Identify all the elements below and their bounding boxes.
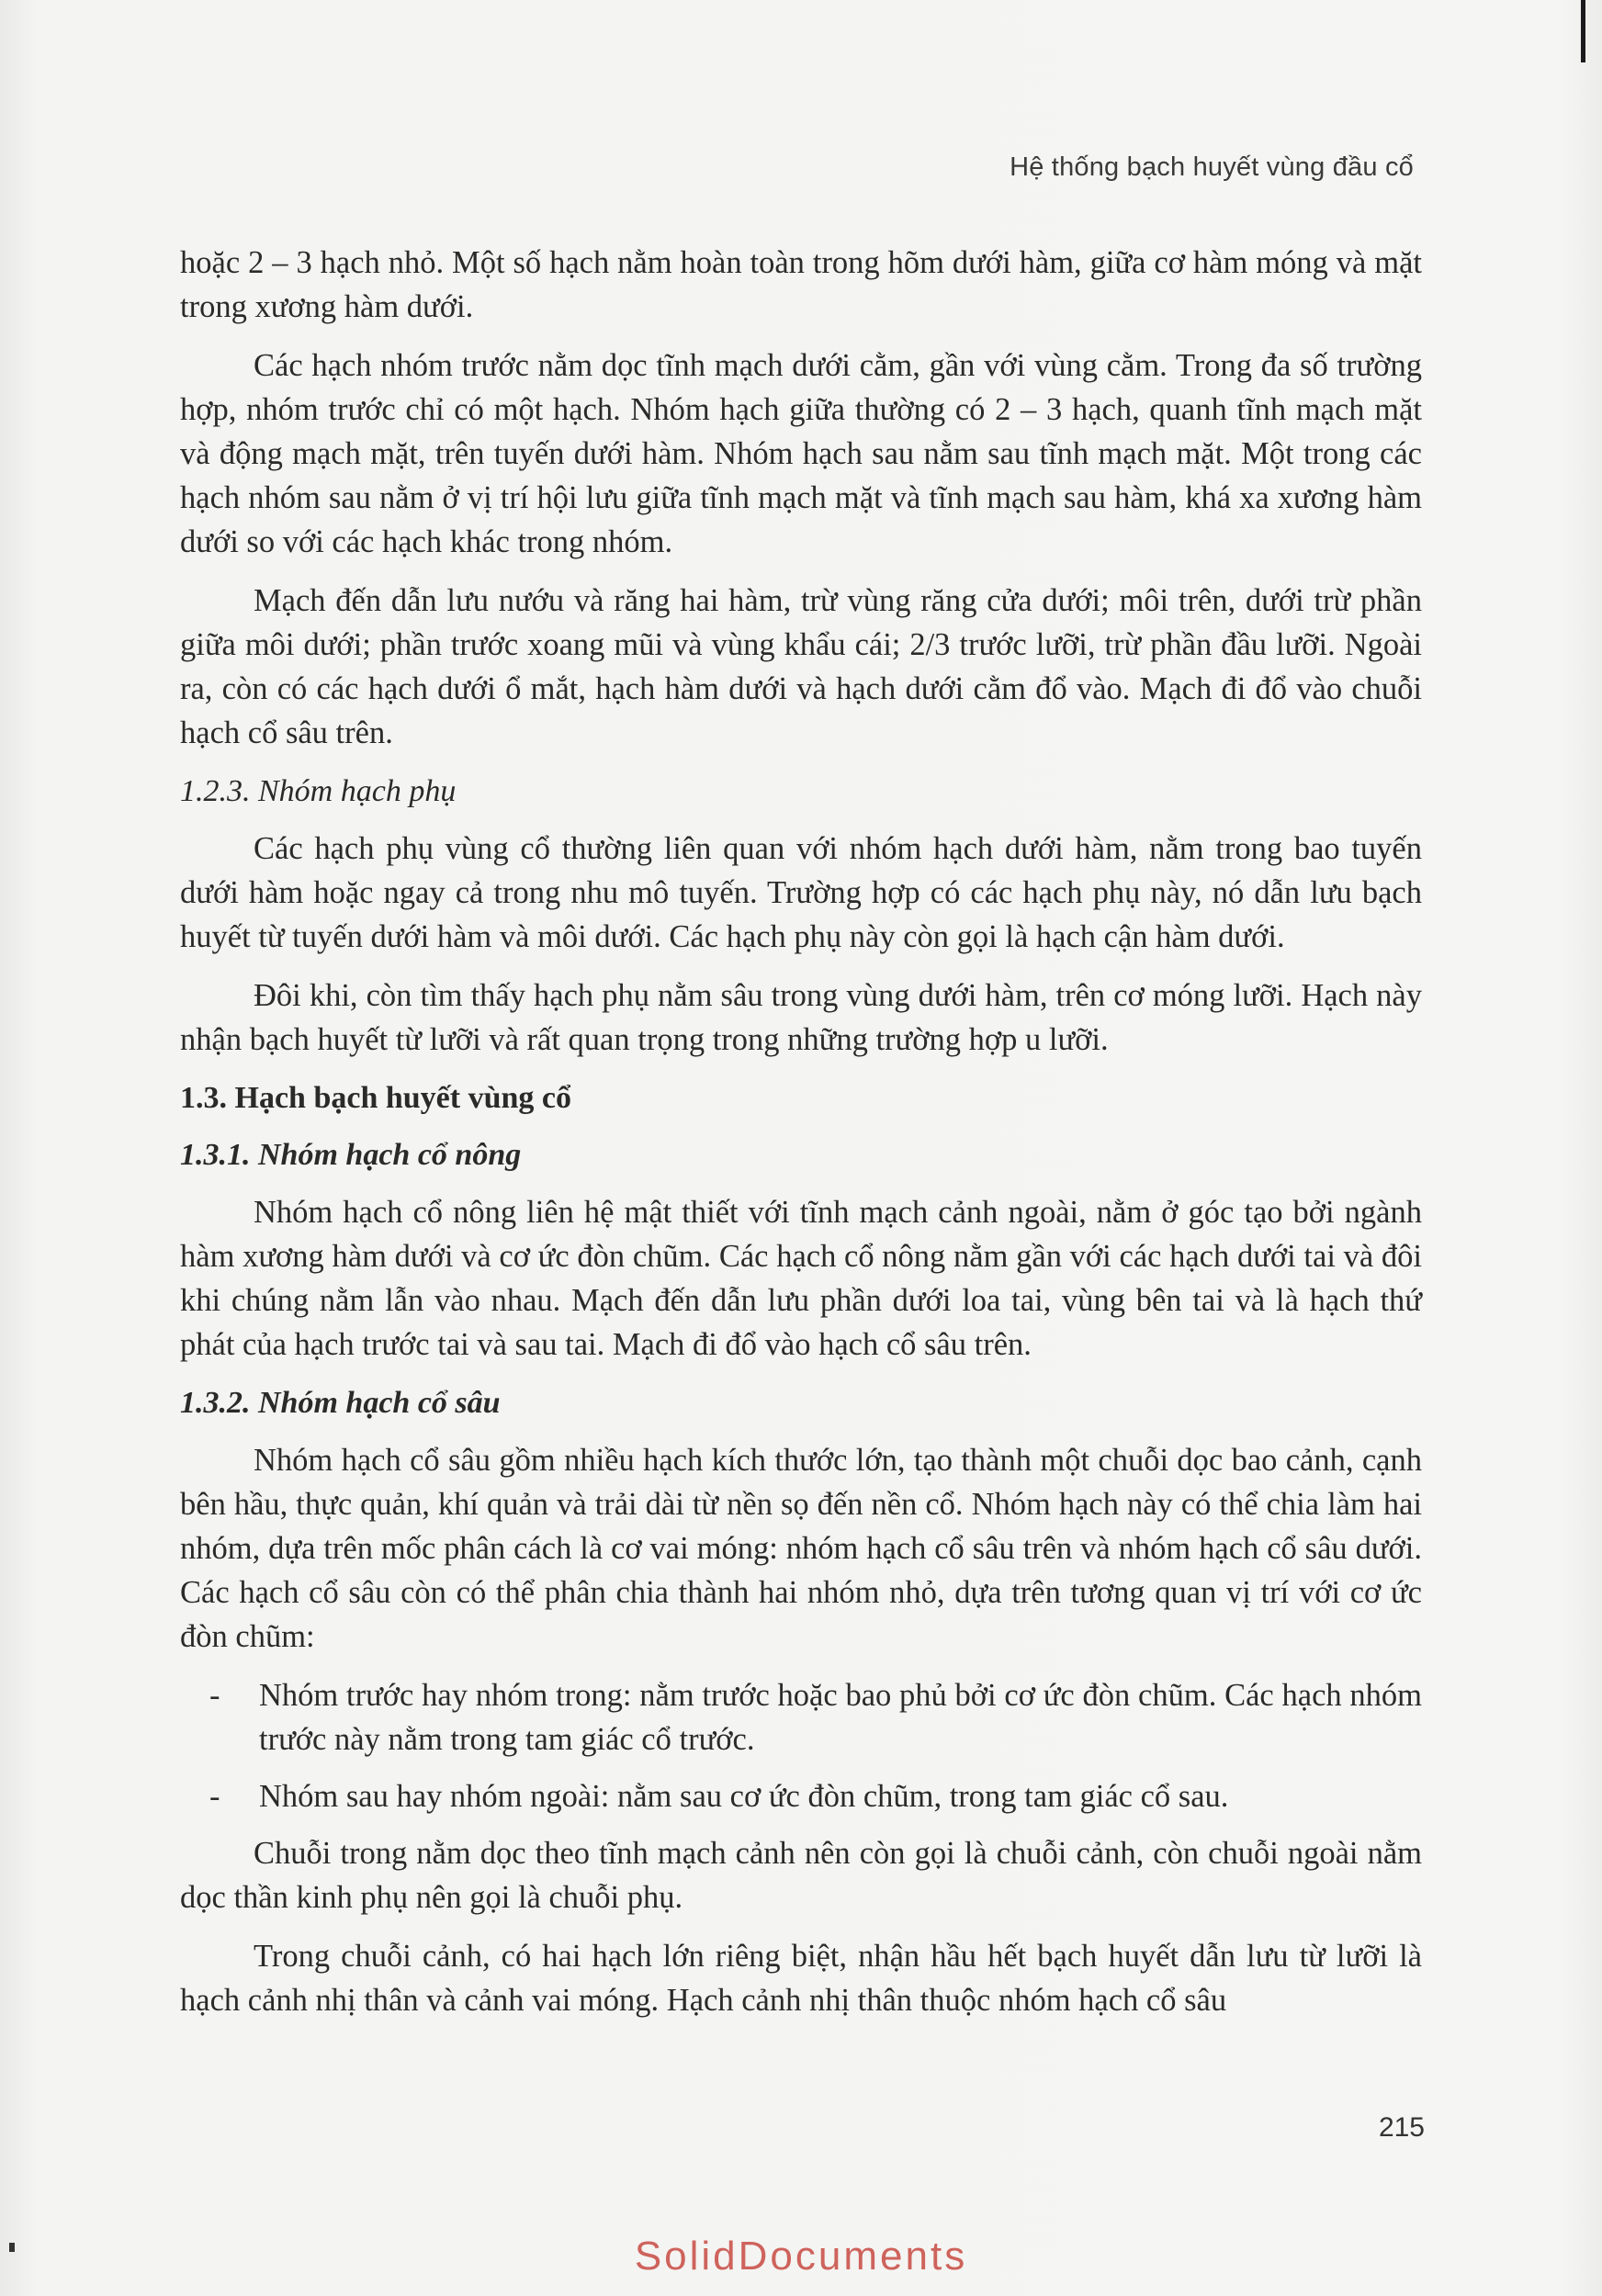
page-body: [180, 241, 1422, 2037]
paragraph: Đôi khi, còn tìm thấy hạch phụ nằm sâu trong vùng dưới hàm, trên cơ móng lưỡi. Hạch này nhận bạch huyết từ lưỡi và rất quan trọng trong những trường hợp u lưỡi.: [180, 978, 1422, 1057]
bullet-item: [180, 1774, 1422, 1818]
paragraph: Nhóm hạch cổ sâu gồm nhiều hạch kích thước lớn, tạo thành một chuỗi dọc bao cảnh, cạnh bên hầu, thực quản, khí quản và trải dài từ nền sọ đến nền cổ. Nhóm hạch này có thể chia làm hai nhóm, dựa trên mốc phân cách là cơ vai móng: nhóm hạch cổ sâu trên và nhóm hạch cổ sâu dưới. Các hạch cổ sâu còn có thể phân chia thành hai nhóm nhỏ, dựa trên tương quan vị trí với cơ ức đòn chũm:: [180, 1443, 1422, 1654]
bullet-item: [180, 1673, 1422, 1761]
bullet-text: Nhóm sau hay nhóm ngoài: nằm sau cơ ức đòn chũm, trong tam giác cổ sau.: [259, 1779, 1229, 1814]
paragraph: Chuỗi trong nằm dọc theo tĩnh mạch cảnh nên còn gọi là chuỗi cảnh, còn chuỗi ngoài nằm dọc thần kinh phụ nên gọi là chuỗi phụ.: [180, 1836, 1422, 1915]
scan-edge-mark: [1581, 0, 1585, 62]
watermark: SolidDocuments: [634, 2234, 968, 2270]
paragraph: Trong chuỗi cảnh, có hai hạch lớn riêng biệt, nhận hầu hết bạch huyết dẫn lưu từ lưỡi là hạch cảnh nhị thân và cảnh vai móng. Hạch cảnh nhị thân thuộc nhóm hạch cổ sâu: [180, 1939, 1422, 2018]
bullet-text: Nhóm trước hay nhóm trong: nằm trước hoặc bao phủ bởi cơ ức đòn chũm. Các hạch nhóm trước này nằm trong tam giác cổ trước.: [259, 1678, 1422, 1757]
section-heading-1-3-2: 1.3.2. Nhóm hạch cổ sâu: [180, 1386, 501, 1420]
paragraph: Nhóm hạch cổ nông liên hệ mật thiết với tĩnh mạch cảnh ngoài, nằm ở góc tạo bởi ngành hàm xương hàm dưới và cơ ức đòn chũm. Các hạch cổ nông nằm gần với các hạch dưới tai và đôi khi chúng nằm lẫn vào nhau. Mạch đến dẫn lưu phần dưới loa tai, vùng bên tai và là hạch thứ phát của hạch trước tai và sau tai. Mạch đi đổ vào hạch cổ sâu trên.: [180, 1195, 1422, 1362]
running-header: Hệ thống bạch huyết vùng đầu cổ: [1010, 152, 1414, 182]
bullet-dash: -: [209, 1678, 220, 1713]
bullet-dash: -: [209, 1779, 220, 1814]
paragraph: hoặc 2 – 3 hạch nhỏ. Một số hạch nằm hoàn toàn trong hõm dưới hàm, giữa cơ hàm móng và mặt trong xương hàm dưới.: [180, 245, 1422, 324]
page-number: 215: [1378, 2112, 1425, 2143]
section-heading-1-3-1: 1.3.1. Nhóm hạch cổ nông: [180, 1138, 522, 1172]
paragraph: Mạch đến dẫn lưu nướu và răng hai hàm, trừ vùng răng cửa dưới; môi trên, dưới trừ phần giữa môi dưới; phần trước xoang mũi và vùng khẩu cái; 2/3 trước lưỡi, trừ phần đầu lưỡi. Ngoài ra, còn có các hạch dưới ổ mắt, hạch hàm dưới và hạch dưới cằm đổ vào. Mạch đi đổ vào chuỗi hạch cổ sâu trên.: [180, 583, 1422, 750]
section-heading-1-2-3: 1.2.3. Nhóm hạch phụ: [180, 774, 457, 808]
paragraph: Các hạch nhóm trước nằm dọc tĩnh mạch dưới cằm, gần với vùng cằm. Trong đa số trường hợp, nhóm trước chỉ có một hạch. Nhóm hạch giữa thường có 2 – 3 hạch, quanh tĩnh mạch mặt và động mạch mặt, trên tuyến dưới hàm. Nhóm hạch sau nằm sau tĩnh mạch mặt. Một trong các hạch nhóm sau nằm ở vị trí hội lưu giữa tĩnh mạch mặt và tĩnh mạch sau hàm, khá xa xương hàm dưới so với các hạch khác trong nhóm.: [180, 348, 1422, 559]
section-heading-1-3: 1.3. Hạch bạch huyết vùng cổ: [180, 1081, 571, 1115]
paragraph: Các hạch phụ vùng cổ thường liên quan với nhóm hạch dưới hàm, nằm trong bao tuyến dưới hàm hoặc ngay cả trong nhu mô tuyến. Trường hợp có các hạch phụ này, nó dẫn lưu bạch huyết từ tuyến dưới hàm và môi dưới. Các hạch phụ này còn gọi là hạch cận hàm dưới.: [180, 831, 1422, 954]
